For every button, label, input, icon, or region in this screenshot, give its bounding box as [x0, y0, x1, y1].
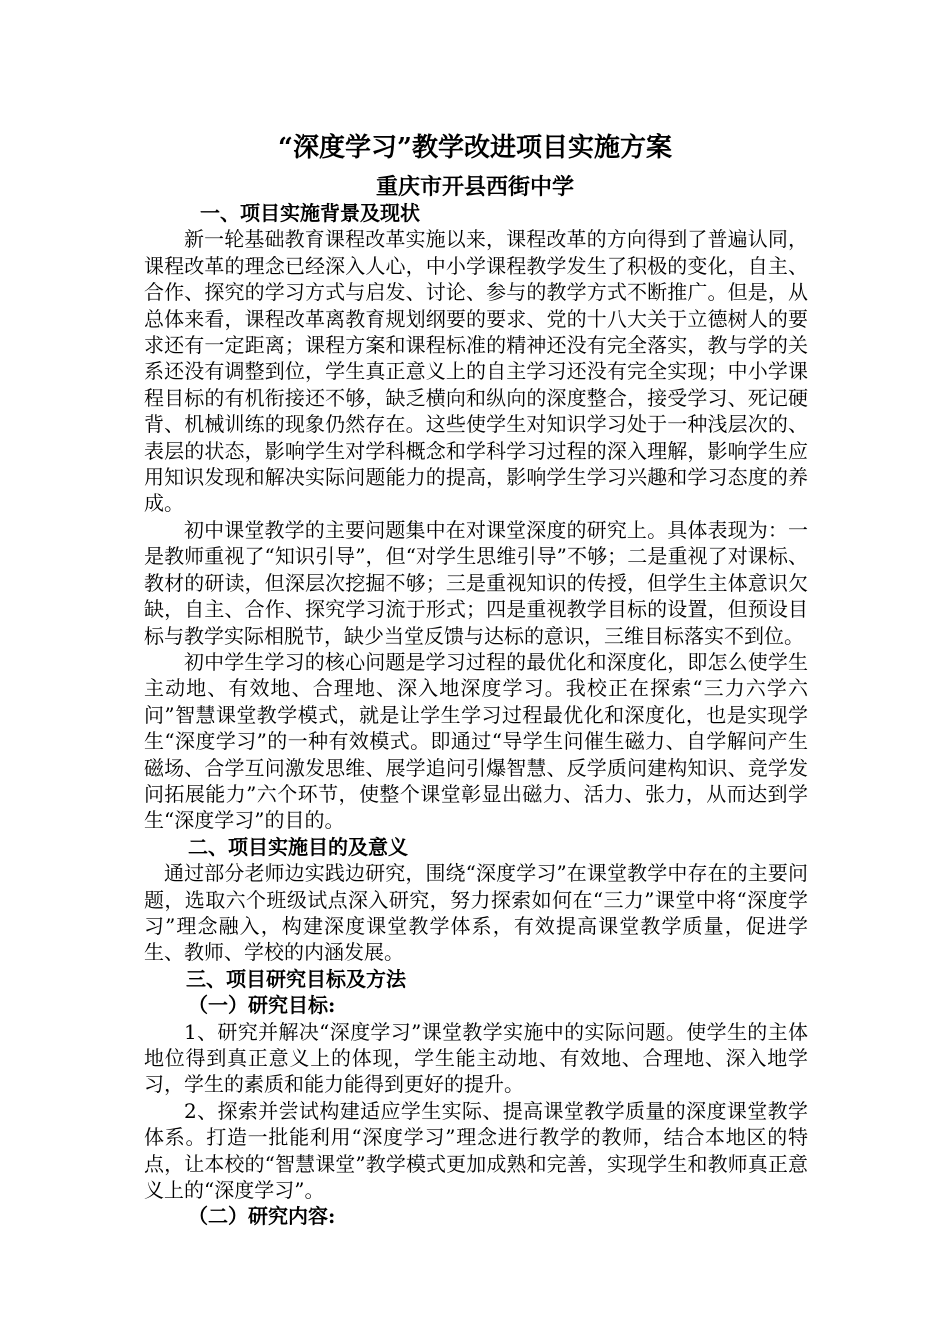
section-heading-3: 三、项目研究目标及方法	[186, 966, 406, 991]
paragraph-background: 新一轮基础教育课程改革实施以来，课程改革的方向得到了普遍认同，课程改革的理念已经深入人心，中小学课程教学发生了积极的变化，自主、合作、探究的学习方式与启发、讨论、参与的教学方式不断推广。但是，从总体来看，课程改革离教育规划纲要的要求、党的十八大关于立德树人的要求还有一定距离；课程方案和课程标准的精神还没有完全落实，教与学的关系还没有调整到位，学生真正意义上的自主学习还没有完全实现；中小学课程目标的有机衔接还不够，缺乏横向和纵向的深度整合，接受学习、死记硬背、机械训练的现象仍然存在。这些使学生对知识学习处于一种浅层次的、表层的状态，影响学生对学科概念和学科学习过程的深入理解，影响学生应用知识发现和解决实际问题能力的提高，影响学生学习兴趣和学习态度的养成。	[144, 227, 808, 516]
paragraph-core-problem: 初中学生学习的核心问题是学习过程的最优化和深度化，即怎么使学生主动地、有效地、合理地、深入地深度学习。我校正在探索“三力六学六问”智慧课堂教学模式，就是让学生学习过程最优化和深度化，也是实现学生“深度学习”的一种有效模式。即通过“导学生问催生磁力、自学解问产生磁场、合学互问激发思维、展学追问引爆智慧、反学质问建构知识、竞学发问拓展能力”六个环节，使整个课堂彰显出磁力、活力、张力，从而达到学生“深度学习”的目的。	[144, 649, 808, 833]
subheading-research-content: （二）研究内容:	[188, 1204, 336, 1229]
document-body	[144, 200, 808, 1230]
paragraph-goal-1: 1、研究并解决“深度学习”课堂教学实施中的实际问题。使学生的主体地位得到真正意义上的体现，学生能主动地、有效地、合理地、深入地学习，学生的素质和能力能得到更好的提升。	[144, 1019, 808, 1097]
paragraph-goal-2: 2、探索并尝试构建适应学生实际、提高课堂教学质量的深度课堂教学体系。打造一批能利用“深度学习”理念进行教学的教师，结合本地区的特点，让本校的“智慧课堂”教学模式更加成熟和完善，实现学生和教师真正意义上的“深度学习”。	[144, 1098, 808, 1203]
paragraph-classroom-problems: 初中课堂教学的主要问题集中在对课堂深度的研究上。具体表现为：一是教师重视了“知识引导”，但“对学生思维引导”不够；二是重视了对课标、教材的研读，但深层次挖掘不够；三是重视知识的传授，但学生主体意识欠缺，自主、合作、探究学习流于形式；四是重视教学目标的设置，但预设目标与教学实际相脱节，缺少当堂反馈与达标的意识，三维目标落实不到位。	[144, 517, 808, 648]
section-heading-2: 二、项目实施目的及意义	[188, 834, 408, 859]
section-heading-1: 一、项目实施背景及现状	[200, 201, 420, 225]
paragraph-purpose: 通过部分老师边实践边研究，围绕“深度学习”在课堂教学中存在的主要问题，选取六个班级试点深入研究，努力探索如何在“三力”课堂中将“深度学习”理念融入，构建深度课堂教学体系，有效提高课堂教学质量，促进学生、教师、学校的内涵发展。	[144, 861, 808, 965]
document-subtitle: 重庆市开县西街中学	[375, 174, 574, 200]
subheading-research-goals: （一）研究目标:	[188, 993, 336, 1018]
document-title: “深度学习”教学改进项目实施方案	[278, 133, 672, 163]
